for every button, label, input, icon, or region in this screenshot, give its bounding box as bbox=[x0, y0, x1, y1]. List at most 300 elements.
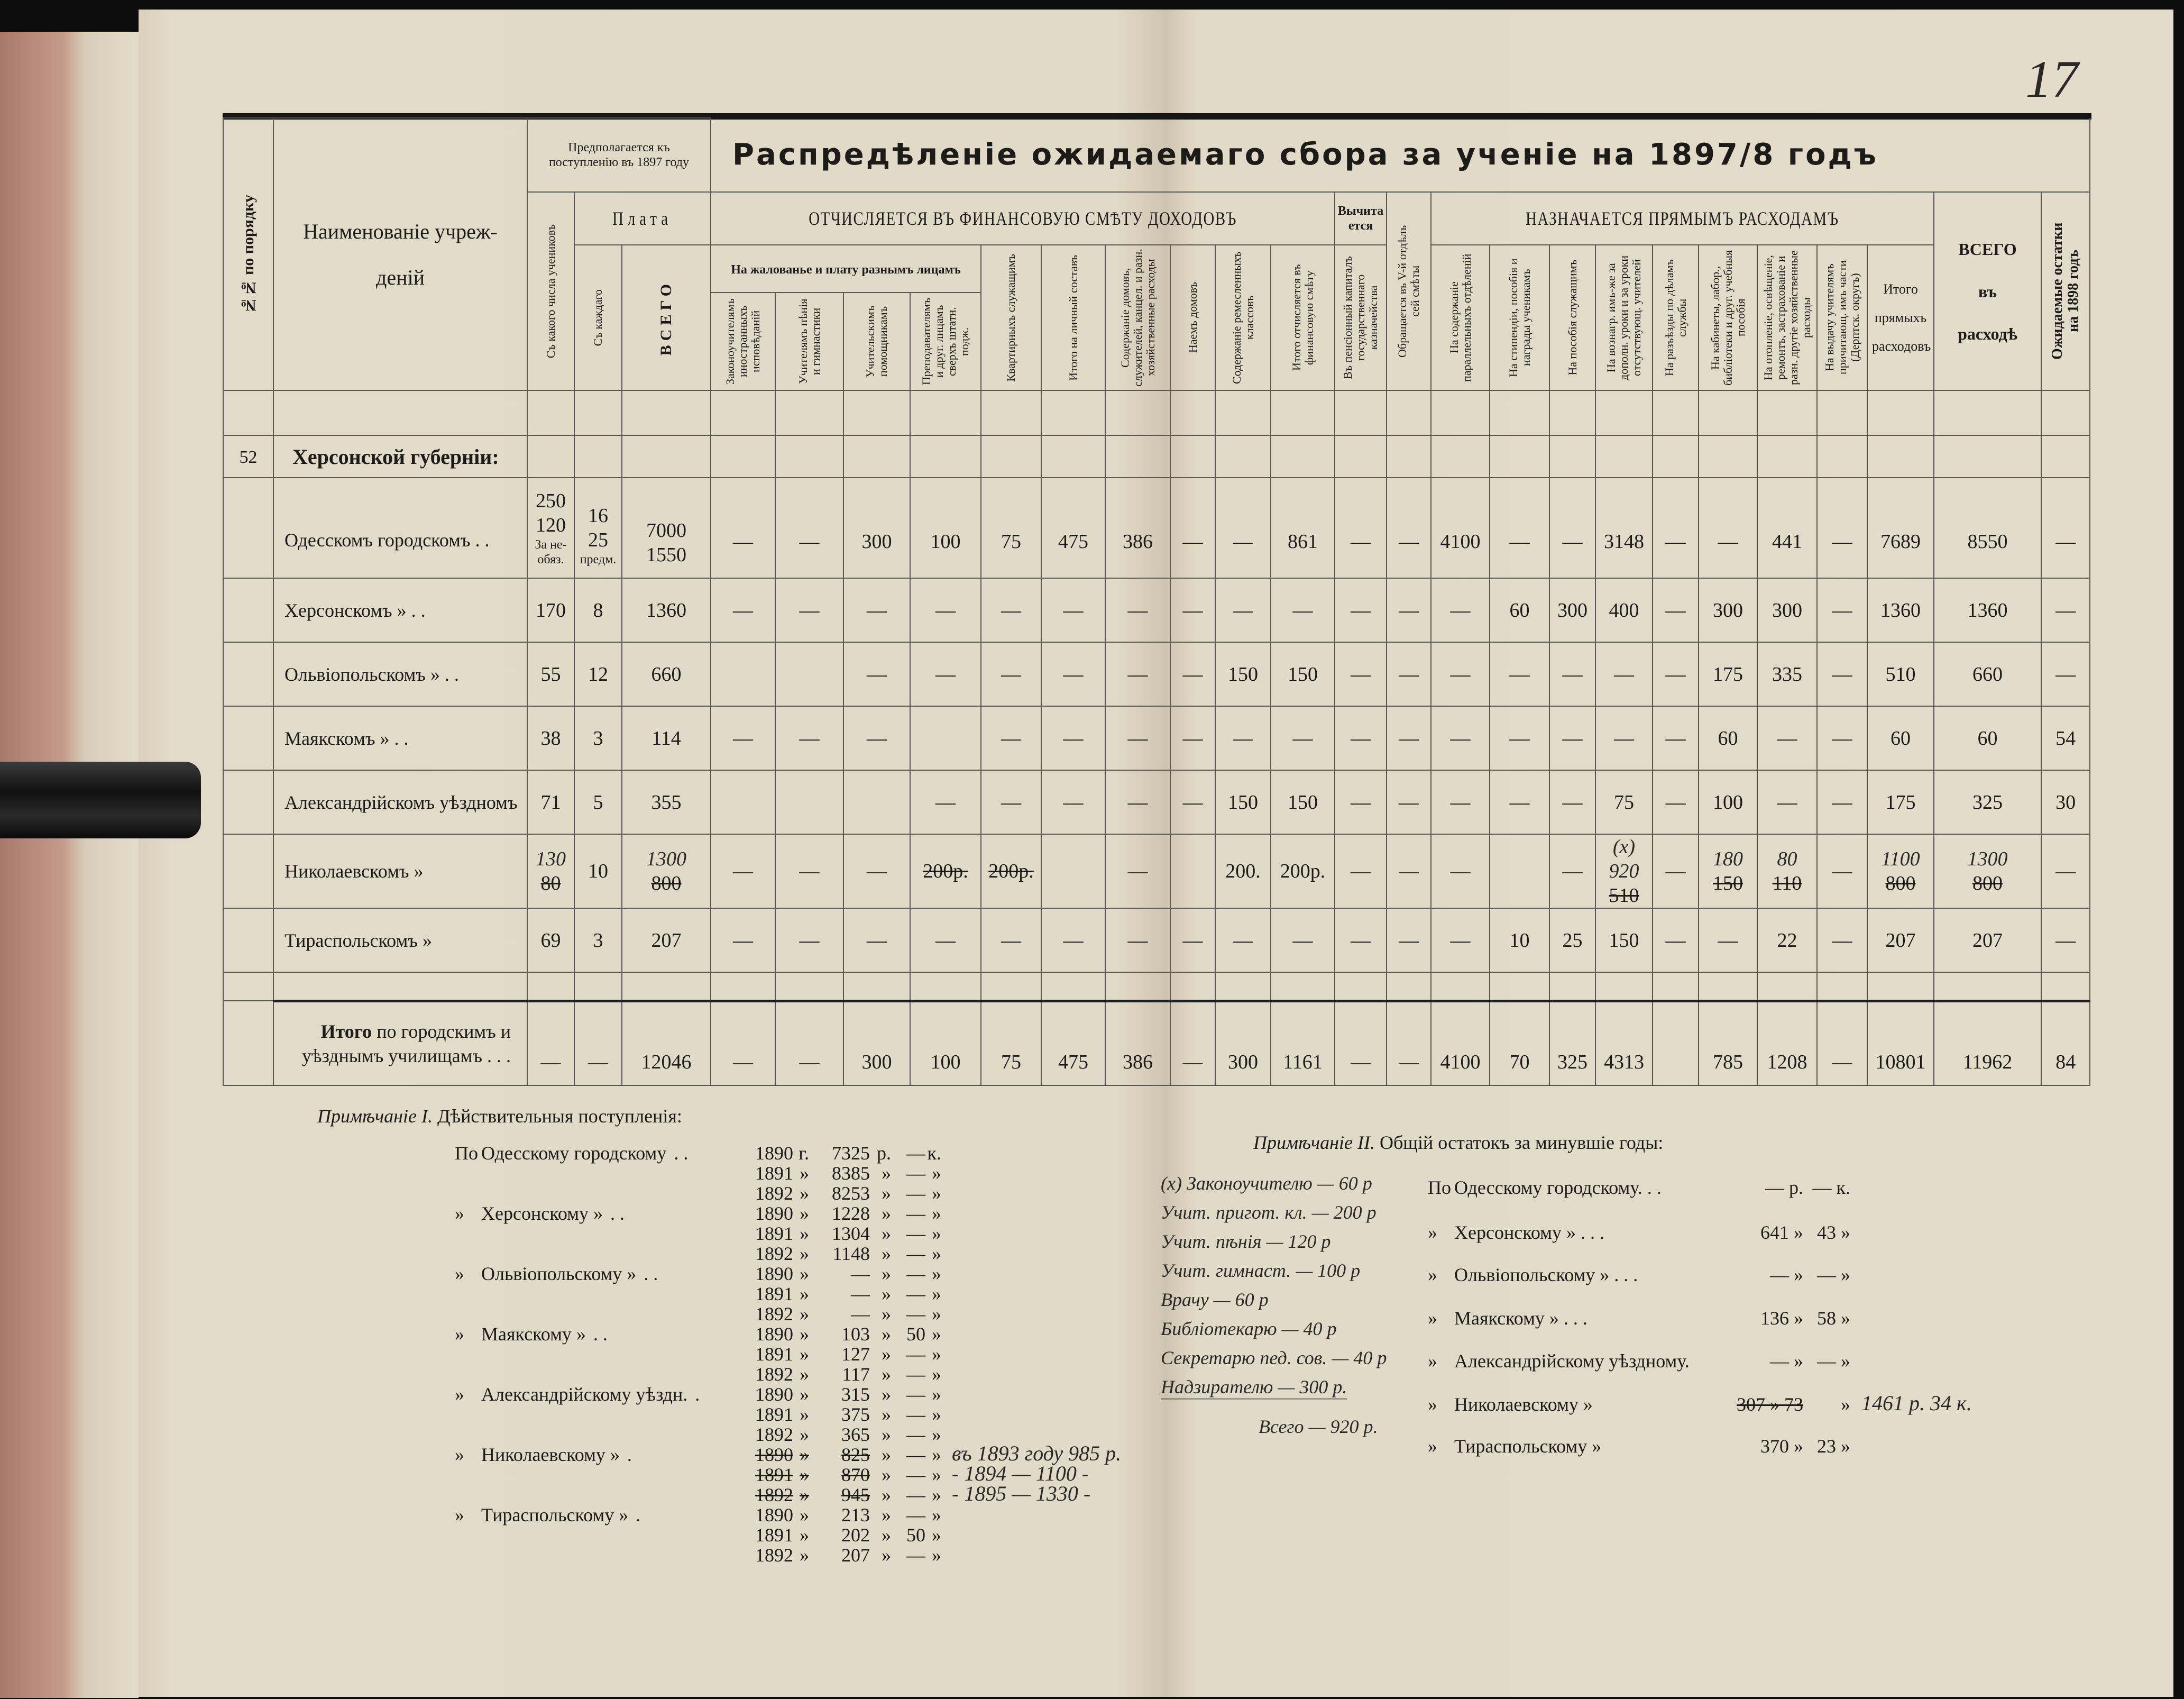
value-cell bbox=[1934, 578, 2041, 642]
note1-token: — bbox=[906, 1203, 925, 1224]
note1-annotation: - 1895 — 1330 - bbox=[952, 1482, 1091, 1505]
note1-line bbox=[743, 1384, 941, 1405]
note1-token: — bbox=[851, 1263, 870, 1284]
value: — bbox=[1399, 599, 1419, 622]
note1-title: Дѣйствительныя поступленія: bbox=[437, 1106, 682, 1127]
note1-line bbox=[743, 1545, 941, 1566]
note2-entry bbox=[1428, 1177, 1662, 1198]
value: 4100 bbox=[1440, 531, 1481, 553]
value-cell bbox=[1934, 478, 2041, 578]
spacer-cell bbox=[775, 435, 843, 478]
value-cell bbox=[1699, 478, 1757, 578]
totals-value: 1161 bbox=[1283, 1051, 1323, 1073]
value: 150 bbox=[1228, 663, 1258, 686]
value: 60 bbox=[1509, 599, 1530, 622]
note1-token: 1892 bbox=[755, 1303, 793, 1325]
value: — bbox=[1182, 663, 1203, 686]
total-value: 1550 bbox=[646, 544, 686, 566]
totals-value: 300 bbox=[1228, 1051, 1258, 1073]
value-cell bbox=[1549, 578, 1595, 642]
note1-token: » bbox=[932, 1223, 941, 1244]
students-value: 71 bbox=[540, 791, 561, 814]
note1-prefix: По bbox=[455, 1143, 478, 1164]
value-cell bbox=[775, 834, 843, 908]
value-cell bbox=[1490, 908, 1549, 972]
totals-cell bbox=[1105, 1001, 1170, 1085]
spacer-cell bbox=[981, 972, 1041, 1001]
distribution-table bbox=[223, 117, 2090, 1086]
value-cell bbox=[981, 478, 1041, 578]
value: — bbox=[799, 599, 820, 622]
note1-token: » bbox=[882, 1545, 891, 1566]
spacer-cell bbox=[843, 435, 910, 478]
value: — bbox=[1614, 663, 1634, 686]
col-24-header bbox=[1757, 245, 1817, 390]
value: — bbox=[1127, 599, 1148, 622]
value: 10 bbox=[1509, 929, 1530, 952]
note1-token: 1304 bbox=[832, 1223, 870, 1244]
note1-token: — bbox=[906, 1243, 925, 1264]
value: — bbox=[1127, 860, 1148, 882]
note1-prefix: » bbox=[455, 1504, 464, 1526]
value-corrected: (x) 920 bbox=[1609, 836, 1639, 882]
table-title: Распредѣленіе ожидаемаго сбора за ученіе на 1897/8 годъ bbox=[732, 138, 1878, 172]
value-cell bbox=[1595, 706, 1653, 770]
note1-prefix: » bbox=[455, 1444, 464, 1465]
value-cell bbox=[1215, 478, 1271, 578]
col-7-header bbox=[775, 293, 843, 390]
value: 300 bbox=[1772, 599, 1802, 622]
value-cell bbox=[1549, 642, 1595, 706]
col-11-header bbox=[1041, 245, 1105, 390]
value: 300 bbox=[861, 531, 892, 553]
value: — bbox=[1351, 727, 1371, 750]
value: — bbox=[1063, 599, 1084, 622]
spacer-cell bbox=[910, 390, 981, 435]
note1-token: » bbox=[800, 1283, 809, 1304]
note1-line bbox=[743, 1243, 941, 1264]
value-struck: 800 bbox=[1885, 872, 1916, 894]
spacer-cell bbox=[273, 390, 527, 435]
totals-cell bbox=[1595, 1001, 1653, 1085]
note2-prefix: » bbox=[1428, 1222, 1437, 1243]
totals-cell bbox=[1653, 1001, 1699, 1085]
spacer-cell bbox=[223, 390, 273, 435]
note1-token: » bbox=[800, 1545, 809, 1566]
spacer-cell bbox=[981, 390, 1041, 435]
note1-token: — bbox=[906, 1464, 925, 1485]
note1-token: — bbox=[906, 1143, 925, 1164]
note2-title: Общій остатокъ за минувшіе годы: bbox=[1379, 1132, 1664, 1153]
totals-cell bbox=[711, 1001, 775, 1085]
value-cell bbox=[2041, 642, 2090, 706]
school-name bbox=[273, 642, 527, 706]
col-23-label: На кабинеты, лабор., библіотеки и друг. учебныя пособія bbox=[1708, 250, 1747, 386]
value: — bbox=[867, 663, 887, 686]
totals-total bbox=[622, 1001, 711, 1085]
note1-token: 1890 bbox=[755, 1203, 793, 1224]
value-cell bbox=[1757, 770, 1817, 834]
note1-line bbox=[743, 1323, 941, 1345]
value-cell bbox=[1817, 578, 1867, 642]
spacer-cell bbox=[1757, 972, 1817, 1001]
spacer-cell bbox=[1757, 390, 1817, 435]
value: — bbox=[2055, 663, 2076, 686]
value: — bbox=[1832, 860, 1852, 882]
value-cell bbox=[1215, 642, 1271, 706]
note1-token: » bbox=[800, 1504, 809, 1526]
totals-row bbox=[223, 1001, 2090, 1085]
value: 200р. bbox=[1280, 860, 1326, 882]
value-cell bbox=[1934, 908, 2041, 972]
value: — bbox=[1718, 531, 1738, 553]
spacer-cell bbox=[527, 972, 574, 1001]
totals-value: 785 bbox=[1713, 1051, 1743, 1073]
value: 54 bbox=[2055, 727, 2076, 750]
expected-label: Предполагается къ поступленію въ 1897 году bbox=[548, 141, 690, 169]
school-name bbox=[273, 908, 527, 972]
note2-prefix: » bbox=[1428, 1394, 1437, 1415]
note1-token: » bbox=[800, 1344, 809, 1365]
total-cell bbox=[622, 908, 711, 972]
spacer-cell bbox=[1431, 972, 1490, 1001]
value-cell bbox=[1170, 908, 1215, 972]
value-cell bbox=[1170, 834, 1215, 908]
value: — bbox=[1665, 599, 1686, 622]
value: — bbox=[1127, 929, 1148, 952]
totals-label-bold: Итого bbox=[320, 1020, 372, 1042]
totals-each bbox=[574, 1001, 622, 1085]
value-cell bbox=[1595, 478, 1653, 578]
value-cell bbox=[1490, 770, 1549, 834]
value-cell bbox=[711, 478, 775, 578]
value-cell bbox=[1757, 578, 1817, 642]
value-cell bbox=[1215, 834, 1271, 908]
value: — bbox=[1509, 727, 1530, 750]
value-cell bbox=[910, 834, 981, 908]
value-struck: 510 bbox=[1609, 884, 1639, 907]
note1-token: » bbox=[932, 1243, 941, 1264]
value: — bbox=[1718, 929, 1738, 952]
totals-value: 4313 bbox=[1604, 1051, 1644, 1073]
col-11-label: Итого на личный составъ bbox=[1066, 254, 1080, 381]
note1-token: 1891 bbox=[755, 1223, 793, 1244]
binding-strap bbox=[0, 762, 201, 838]
value: — bbox=[1399, 663, 1419, 686]
note1-annotation: - 1894 — 1100 - bbox=[952, 1461, 1089, 1485]
value: — bbox=[1399, 860, 1419, 882]
value-cell bbox=[1271, 770, 1335, 834]
note1-token: » bbox=[882, 1223, 891, 1244]
folio-number: 17 bbox=[2025, 50, 2078, 108]
value-cell bbox=[1387, 770, 1431, 834]
note2-handwritten-line: Секретарю пед. сов. — 40 р bbox=[1161, 1347, 1387, 1368]
value-cell bbox=[1170, 642, 1215, 706]
value-struck: 200р. bbox=[923, 860, 968, 882]
value: 75 bbox=[1614, 791, 1634, 814]
value: — bbox=[1127, 791, 1148, 814]
row-number bbox=[223, 642, 273, 706]
value: — bbox=[1665, 727, 1686, 750]
value: 1360 bbox=[1967, 599, 2008, 622]
spacer-cell bbox=[527, 435, 574, 478]
value-cell bbox=[1387, 478, 1431, 578]
totals-students bbox=[527, 1001, 574, 1085]
school-name-text: Николаевскомъ » bbox=[285, 861, 424, 882]
note1-token: » bbox=[932, 1263, 941, 1284]
note1-token: — bbox=[906, 1364, 925, 1385]
value-cell bbox=[1431, 706, 1490, 770]
spacer-cell bbox=[843, 390, 910, 435]
students-cell bbox=[527, 706, 574, 770]
value-cell bbox=[1653, 834, 1699, 908]
value: 100 bbox=[1713, 791, 1743, 814]
note2-handwritten-line: Учит. гимнаст. — 100 р bbox=[1161, 1260, 1361, 1281]
value-cell bbox=[1549, 478, 1595, 578]
value: — bbox=[1063, 929, 1084, 952]
totals-value: 325 bbox=[1557, 1051, 1587, 1073]
value: — bbox=[733, 929, 753, 952]
spacer-cell bbox=[1170, 390, 1215, 435]
value-cell bbox=[1431, 834, 1490, 908]
note1-line bbox=[743, 1263, 941, 1284]
direct-label: НАЗНАЧАЕТСЯ ПРЯМЫМЪ РАСХОДАМЪ bbox=[1526, 208, 1839, 229]
value-cell bbox=[1170, 478, 1215, 578]
spacer-cell bbox=[1817, 435, 1867, 478]
each-value: 3 bbox=[593, 929, 603, 952]
note1-line bbox=[743, 1143, 941, 1164]
spacer-cell bbox=[1215, 390, 1271, 435]
school-name bbox=[273, 770, 527, 834]
table-row bbox=[223, 706, 2090, 770]
col-number-label: №№ по порядку bbox=[239, 194, 257, 314]
spacer-cell bbox=[1490, 390, 1549, 435]
note1-token: — bbox=[906, 1163, 925, 1184]
total-value: 660 bbox=[651, 663, 682, 686]
note1-token: — bbox=[851, 1303, 870, 1325]
value: — bbox=[1562, 791, 1583, 814]
value: 30 bbox=[2055, 791, 2076, 814]
note1-token: 945 bbox=[841, 1484, 870, 1505]
each-value: 10 bbox=[588, 860, 608, 882]
value: — bbox=[1665, 663, 1686, 686]
note1-token: » bbox=[800, 1323, 809, 1345]
total-value-corrected: 1300 bbox=[646, 848, 686, 870]
value-cell bbox=[1699, 770, 1757, 834]
totals-value: — bbox=[799, 1051, 820, 1073]
value-cell bbox=[1431, 642, 1490, 706]
value-cell bbox=[910, 578, 981, 642]
total-cell bbox=[622, 642, 711, 706]
value: — bbox=[1351, 860, 1371, 882]
value-cell bbox=[711, 770, 775, 834]
note1-token: 117 bbox=[842, 1364, 870, 1385]
totals-label-text: по городскимъ и уѣзднымъ училищамъ . . . bbox=[302, 1020, 511, 1066]
col-22-header bbox=[1653, 245, 1699, 390]
spacer-cell bbox=[223, 972, 273, 1001]
value: 60 bbox=[1977, 727, 1998, 750]
note1-token: 1892 bbox=[755, 1243, 793, 1264]
spacer-cell bbox=[622, 972, 711, 1001]
col-9-label: Преподавателямъ и друг. лицамъ сверхъ штатн. подж. bbox=[920, 298, 971, 385]
note1-token: » bbox=[882, 1384, 891, 1405]
total-cell bbox=[622, 578, 711, 642]
col-19-header bbox=[1490, 245, 1549, 390]
totals-label bbox=[273, 1001, 527, 1085]
value-cell bbox=[1105, 834, 1170, 908]
note1-token: » bbox=[882, 1364, 891, 1385]
totals-value: 12046 bbox=[641, 1051, 692, 1073]
col-9-header bbox=[910, 293, 981, 390]
value: 386 bbox=[1123, 531, 1153, 553]
value: 660 bbox=[1972, 663, 2003, 686]
value: — bbox=[1777, 727, 1797, 750]
value-struck: 800 bbox=[1972, 872, 2003, 894]
totals-cell bbox=[1817, 1001, 1867, 1085]
each-value: 3 bbox=[593, 727, 603, 750]
province-number bbox=[223, 435, 273, 478]
col-24-label: На отопленіе, освѣщеніе, ремонтъ, застрахованіе и разн. другіе хозяйственные расходы bbox=[1761, 250, 1813, 385]
value-cell bbox=[1105, 578, 1170, 642]
note1-token: — bbox=[906, 1384, 925, 1405]
value: — bbox=[799, 860, 820, 882]
value: — bbox=[1351, 791, 1371, 814]
note2-place: Александрійскому уѣздному. bbox=[1454, 1350, 1690, 1372]
spacer-cell bbox=[1867, 390, 1934, 435]
value: 400 bbox=[1609, 599, 1639, 622]
finance-header bbox=[711, 192, 1335, 245]
school-name-text: Тираспольскомъ » bbox=[285, 929, 432, 951]
value-cell bbox=[1549, 770, 1595, 834]
spacer-cell bbox=[1653, 390, 1699, 435]
note1-token: » bbox=[800, 1364, 809, 1385]
note2-place: Одесскому городскому. . . bbox=[1454, 1177, 1662, 1198]
value-cell bbox=[1335, 770, 1387, 834]
value: — bbox=[1351, 531, 1371, 553]
value: 175 bbox=[1885, 791, 1916, 814]
value-cell bbox=[1041, 578, 1105, 642]
note1-token: » bbox=[800, 1223, 809, 1244]
spacer-cell bbox=[1215, 972, 1271, 1001]
value: — bbox=[935, 663, 956, 686]
totals-value: — bbox=[540, 1051, 561, 1073]
note1-token: » bbox=[882, 1243, 891, 1264]
value: — bbox=[1127, 663, 1148, 686]
note1-place: Одесскому городскому bbox=[481, 1143, 667, 1164]
note1-token: » bbox=[800, 1243, 809, 1264]
col-21-label: На вознагр. имъ-же за дополн. уроки и за уроки отсутствующ. учителей bbox=[1604, 255, 1643, 380]
students-label: Съ какого числа учениковъ bbox=[544, 224, 557, 359]
value: — bbox=[1665, 929, 1686, 952]
value: — bbox=[1233, 727, 1253, 750]
spacer-cell bbox=[2041, 972, 2090, 1001]
col-14-label: Содержаніе ремесленныхъ классовъ bbox=[1229, 251, 1256, 384]
value-cell bbox=[1867, 706, 1934, 770]
note1-dots: . . bbox=[593, 1323, 608, 1345]
value: — bbox=[1063, 663, 1084, 686]
value: 25 bbox=[1562, 929, 1583, 952]
value: — bbox=[1233, 531, 1253, 553]
students-header bbox=[527, 192, 574, 390]
finance-label: ОТЧИСЛЯЕТСЯ ВЪ ФИНАНСОВУЮ СМѢТУ ДОХОДОВЪ bbox=[809, 208, 1237, 229]
value: 22 bbox=[1777, 929, 1797, 952]
value-cell bbox=[981, 834, 1041, 908]
each-cell bbox=[574, 478, 622, 578]
note1-token: » bbox=[882, 1484, 891, 1505]
value: 475 bbox=[1058, 531, 1088, 553]
note1-line bbox=[743, 1303, 941, 1325]
value: — bbox=[1832, 599, 1852, 622]
note1-token: » bbox=[932, 1303, 941, 1325]
totals-value: — bbox=[1182, 1051, 1203, 1073]
note1-token: 213 bbox=[841, 1504, 870, 1526]
spacer-cell bbox=[1595, 435, 1653, 478]
value-cell bbox=[910, 706, 981, 770]
note1-token: 8385 bbox=[832, 1163, 870, 1184]
value-cell bbox=[1387, 642, 1431, 706]
value: 75 bbox=[1001, 531, 1021, 553]
col-14-header bbox=[1215, 245, 1271, 390]
note2-annotation: 1461 р. 34 к. bbox=[1861, 1391, 1972, 1415]
note1-token: 8253 bbox=[832, 1183, 870, 1204]
value-cell bbox=[1170, 770, 1215, 834]
spacer-cell bbox=[910, 972, 981, 1001]
totals-cell bbox=[1934, 1001, 2041, 1085]
total-value: 355 bbox=[651, 791, 682, 814]
value: — bbox=[2055, 929, 2076, 952]
note1-line bbox=[743, 1504, 941, 1526]
note1-token: » bbox=[932, 1464, 941, 1485]
students-value: 55 bbox=[540, 663, 561, 686]
value-cell bbox=[910, 642, 981, 706]
col-15-header bbox=[1271, 245, 1335, 390]
col-name-label-2: деній bbox=[375, 265, 425, 289]
totals-cell bbox=[1431, 1001, 1490, 1085]
spacer-cell bbox=[1934, 390, 2041, 435]
students-value: За не-обяз. bbox=[535, 538, 567, 567]
col-16-label: Въ пенсіонный капиталъ государственнаго казначейства bbox=[1341, 256, 1380, 379]
each-value: 25 bbox=[588, 529, 608, 551]
spacer-cell bbox=[1595, 390, 1653, 435]
spacer-cell bbox=[1817, 972, 1867, 1001]
note1-prefix: » bbox=[455, 1384, 464, 1405]
spacer-cell bbox=[527, 390, 574, 435]
note1-dots: . bbox=[627, 1444, 632, 1465]
value: 441 bbox=[1772, 531, 1802, 553]
table-row bbox=[223, 770, 2090, 834]
total-cell bbox=[622, 834, 711, 908]
note2-rub: 370 » bbox=[1760, 1436, 1803, 1457]
totals-value: 386 bbox=[1123, 1051, 1153, 1073]
note1-token: » bbox=[932, 1504, 941, 1526]
students-value-struck: 80 bbox=[540, 872, 561, 894]
totals-cell bbox=[2041, 1001, 2090, 1085]
row-number bbox=[223, 1001, 273, 1085]
note1-token: 7325 bbox=[832, 1143, 870, 1164]
value: — bbox=[1450, 663, 1471, 686]
note1-token: » bbox=[932, 1364, 941, 1385]
total-value: 7000 bbox=[646, 519, 686, 542]
spacer-cell bbox=[1817, 390, 1867, 435]
value: 150 bbox=[1228, 791, 1258, 814]
value-cell bbox=[1105, 642, 1170, 706]
value: 207 bbox=[1972, 929, 2003, 952]
note1-token: » bbox=[882, 1504, 891, 1526]
note1-token: — bbox=[906, 1303, 925, 1325]
spacer-cell bbox=[1595, 972, 1653, 1001]
value-cell bbox=[1595, 642, 1653, 706]
totals-value: 11962 bbox=[1962, 1051, 2013, 1073]
